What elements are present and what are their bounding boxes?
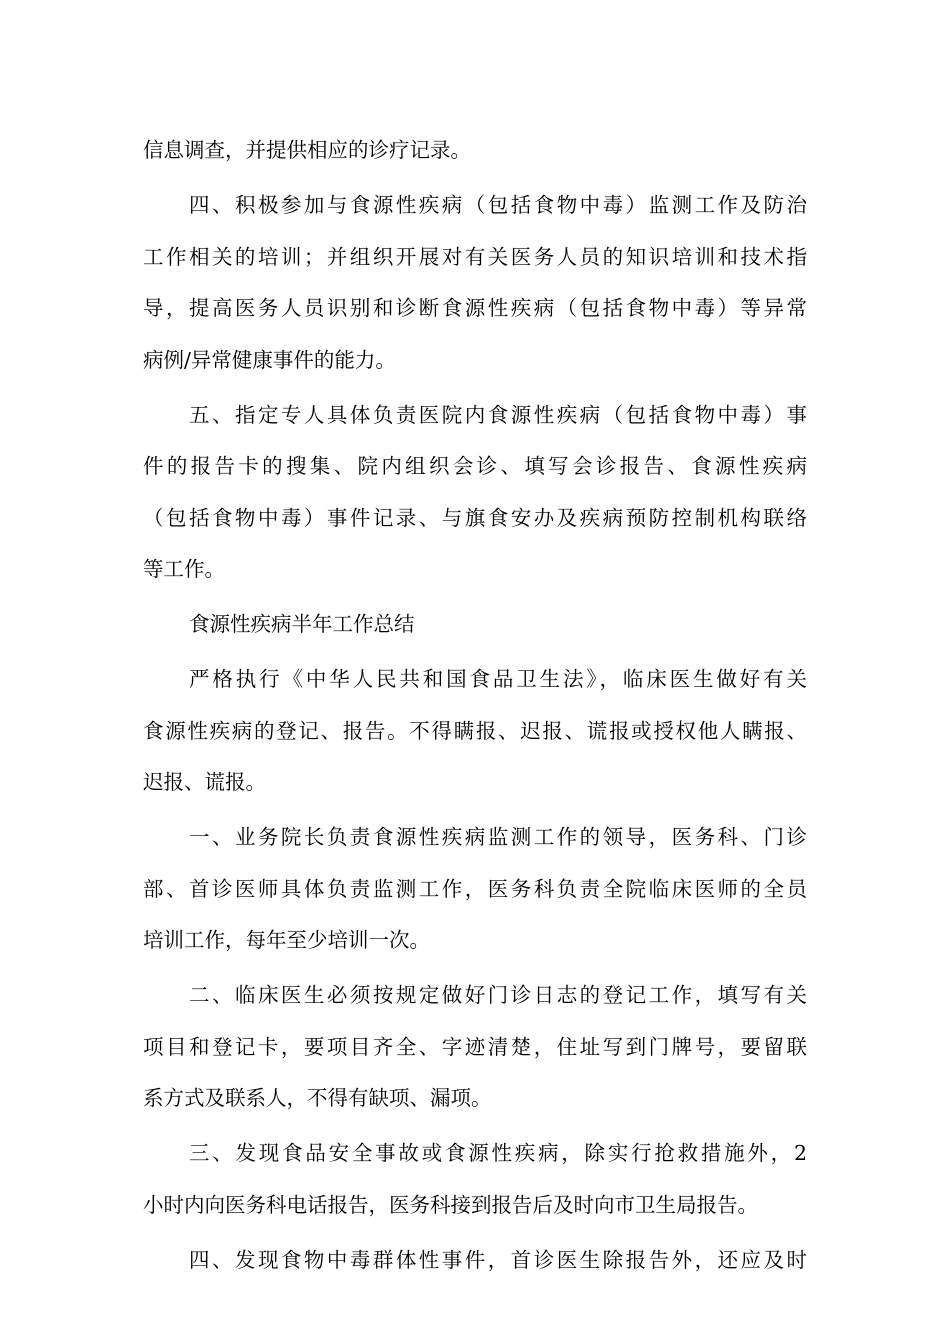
paragraph-line: 培训工作，每年至少培训一次。 <box>143 928 430 952</box>
paragraph-line: 一、业务院长负责食源性疾病监测工作的领导，医务科、门诊 <box>189 825 807 849</box>
paragraph-line: 二、临床医生必须按规定做好门诊日志的登记工作，填写有关 <box>189 983 807 1007</box>
paragraph-line: 导，提高医务人员识别和诊断食源性疾病（包括食物中毒）等异常 <box>143 296 807 320</box>
paragraph-line: 严格执行《中华人民共和国食品卫生法》，临床医生做好有关 <box>189 667 807 691</box>
section-heading: 食源性疾病半年工作总结 <box>189 612 415 636</box>
document-body <box>143 128 807 1289</box>
paragraph-line: 等工作。 <box>143 557 225 581</box>
paragraph-line: 四、积极参加与食源性疾病（包括食物中毒）监测工作及防治 <box>189 193 807 217</box>
paragraph-line: 五、指定专人具体负责医院内食源性疾病（包括食物中毒）事 <box>189 402 807 427</box>
paragraph-line: 工作相关的培训；并组织开展对有关医务人员的知识培训和技术指 <box>143 244 807 269</box>
paragraph-line: 四、发现食物中毒群体性事件，首诊医生除报告外，还应及时 <box>189 1247 807 1272</box>
paragraph-line: 件的报告卡的搜集、院内组织会诊、填写会诊报告、食源性疾病 <box>143 454 807 478</box>
paragraph-line: 项目和登记卡，要项目齐全、字迹清楚，住址写到门牌号，要留联 <box>143 1034 807 1059</box>
paragraph-line: （包括食物中毒）事件记录、与旗食安办及疾病预防控制机构联络 <box>143 505 807 530</box>
paragraph-line: 系方式及联系人，不得有缺项、漏项。 <box>143 1086 492 1110</box>
paragraph-line: 信息调查，并提供相应的诊疗记录。 <box>143 138 471 162</box>
paragraph-line: 小时内向医务科电话报告，医务科接到报告后及时向市卫生局报告。 <box>143 1192 758 1217</box>
paragraph-line: 食源性疾病的登记、报告。不得瞒报、迟报、谎报或授权他人瞒报、 <box>143 718 807 743</box>
paragraph-line: 三、发现食品安全事故或食源性疾病，除实行抢救措施外，2 <box>189 1141 807 1165</box>
paragraph-line: 部、首诊医师具体负责监测工作，医务科负责全院临床医师的全员 <box>143 876 807 901</box>
paragraph-line: 迟报、谎报。 <box>143 770 266 794</box>
paragraph-line: 病例/异常健康事件的能力。 <box>143 347 396 372</box>
